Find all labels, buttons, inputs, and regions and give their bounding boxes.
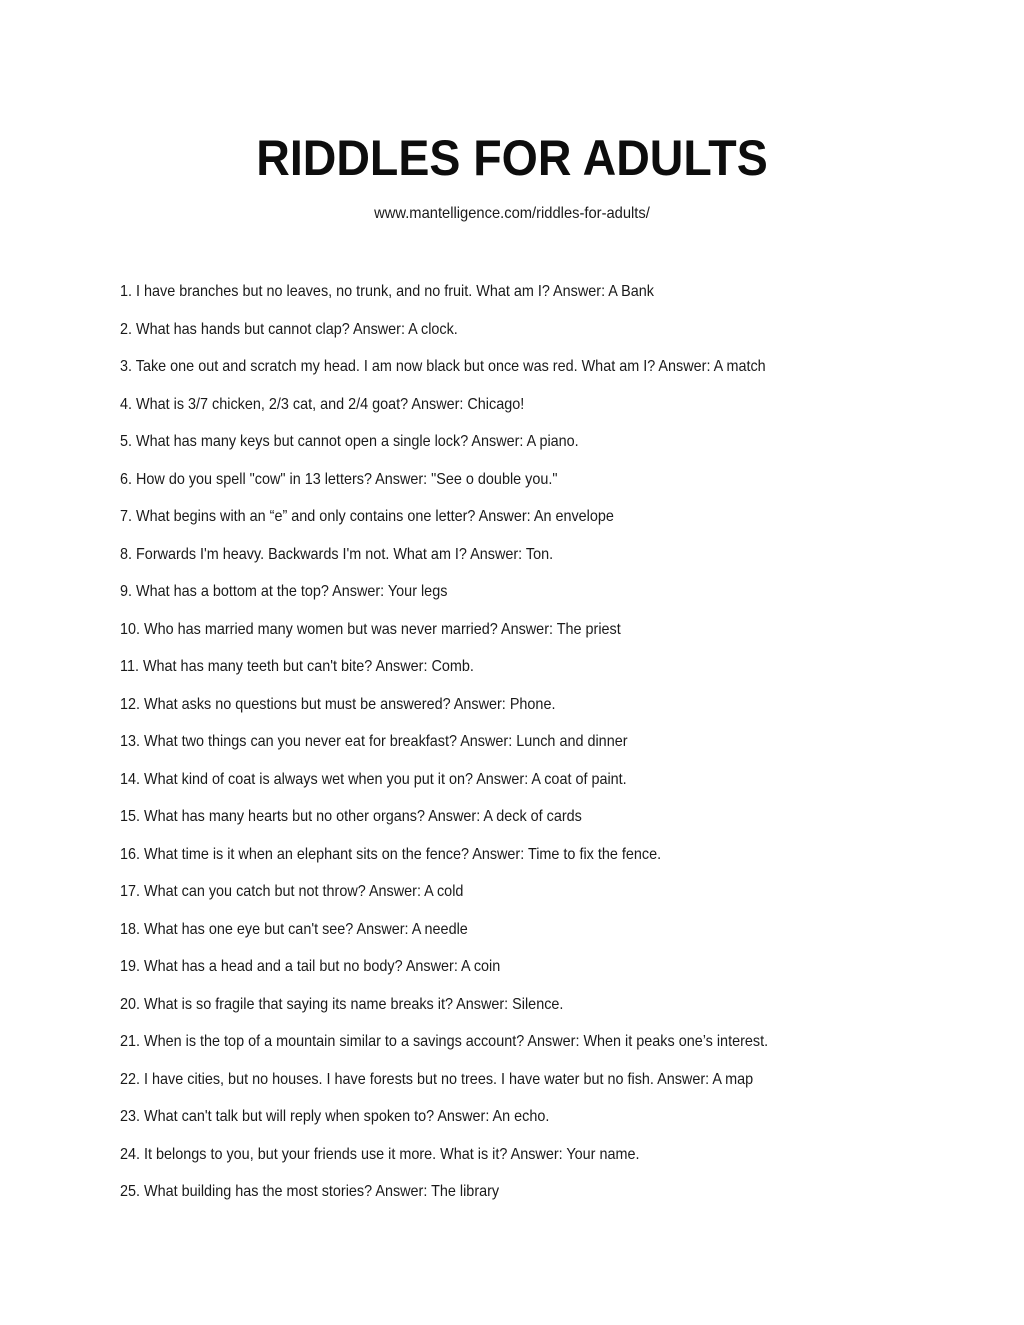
source-url: www.mantelligence.com/riddles-for-adults/ [374,205,650,222]
riddle-item: 10. Who has married many women but was never married? Answer: The priest [120,620,621,638]
riddle-item: 8. Forwards I'm heavy. Backwards I'm not. What am I? Answer: Ton. [120,545,554,563]
riddle-item: 2. What has hands but cannot clap? Answer: A clock. [120,320,458,338]
riddle-item: 15. What has many hearts but no other organs? Answer: A deck of cards [120,808,582,825]
riddle-item: 9. What has a bottom at the top? Answer: Your legs [120,583,448,600]
riddle-item: 12. What asks no questions but must be answered? Answer: Phone. [120,695,556,713]
riddle-item: 24. It belongs to you, but your friends use it more. What is it? Answer: Your name. [120,1145,640,1163]
riddle-item: 5. What has many keys but cannot open a single lock? Answer: A piano. [120,433,579,450]
riddle-item: 17. What can you catch but not throw? Answer: A cold [120,883,464,900]
riddle-item: 13. What two things can you never eat for breakfast? Answer: Lunch and dinner [120,733,628,750]
riddle-item: 1. I have branches but no leaves, no trunk, and no fruit. What am I? Answer: A Bank [120,283,654,300]
riddle-item: 7. What begins with an “e” and only contains one letter? Answer: An envelope [120,508,614,525]
riddle-item: 11. What has many teeth but can't bite? Answer: Comb. [120,658,474,675]
riddle-list [120,281,840,1219]
riddle-item: 23. What can't talk but will reply when spoken to? Answer: An echo. [120,1108,550,1125]
riddle-item: 6. How do you spell "cow" in 13 letters? Answer: "See o double you." [120,470,558,488]
riddle-item: 22. I have cities, but no houses. I have forests but no trees. I have water but no fish. Answer: A map [120,1070,754,1088]
riddle-item: 21. When is the top of a mountain similar to a savings account? Answer: When it peaks one’s interest. [120,1033,769,1050]
riddle-item: 4. What is 3/7 chicken, 2/3 cat, and 2/4 goat? Answer: Chicago! [120,395,525,413]
riddle-item: 18. What has one eye but can't see? Answer: A needle [120,920,468,938]
riddle-item: 14. What kind of coat is always wet when you put it on? Answer: A coat of paint. [120,770,627,788]
riddle-item: 20. What is so fragile that saying its name breaks it? Answer: Silence. [120,995,564,1013]
riddle-item: 25. What building has the most stories? Answer: The library [120,1183,500,1200]
riddle-item: 16. What time is it when an elephant sits on the fence? Answer: Time to fix the fence. [120,845,662,863]
riddle-item: 3. Take one out and scratch my head. I am now black but once was red. What am I? Answer: A match [120,358,766,375]
page-title: RIDDLES FOR ADULTS [256,130,768,186]
riddle-item: 19. What has a head and a tail but no body? Answer: A coin [120,958,501,975]
